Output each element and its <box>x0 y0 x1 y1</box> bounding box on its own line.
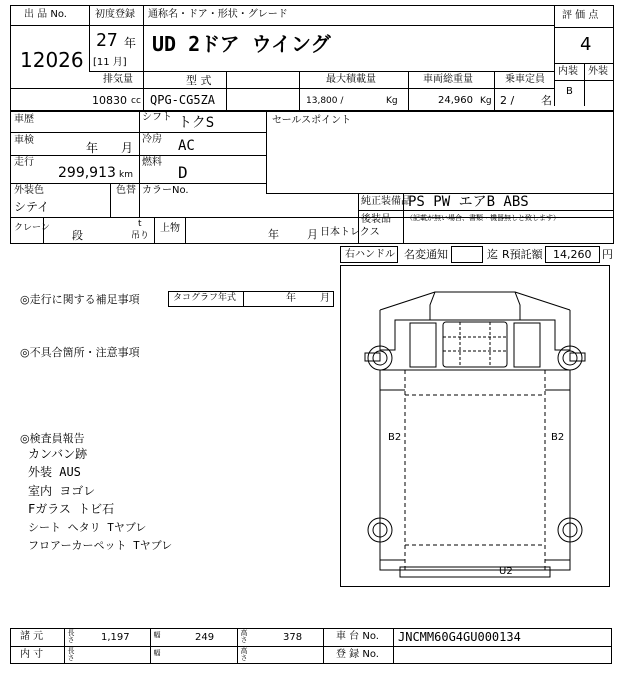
year-unit: 年 <box>124 36 137 50</box>
divider <box>494 71 495 111</box>
divider <box>10 183 266 184</box>
km-unit: km <box>119 170 133 180</box>
recycle-mark: 迄 <box>487 248 498 261</box>
divider <box>10 646 612 647</box>
right-hand-label: 右ハンドル <box>345 249 395 260</box>
tacho-label: タコグラフ年式 <box>173 293 237 303</box>
divider <box>150 628 151 664</box>
model-name: UD 2ドア ウイング <box>152 32 331 56</box>
body-maker: 日本トレクス <box>320 227 380 238</box>
inspection-month-unit: 月 <box>121 141 134 155</box>
reg-month: [11 月] <box>93 57 127 68</box>
driving-notes-heading: ◎走行に関する補足事項 <box>20 293 140 306</box>
divider <box>554 27 614 28</box>
kg-unit: Kg <box>386 96 398 106</box>
divider <box>10 132 266 133</box>
interior-label: 内装 <box>558 66 578 77</box>
divider <box>89 5 90 71</box>
kg-unit: Kg <box>480 96 492 106</box>
tacho-month-unit: 月 <box>320 293 330 304</box>
body-year-unit: 年 <box>268 228 279 241</box>
size-label: 内 寸 <box>20 649 44 660</box>
length-label: 長さ <box>67 647 75 662</box>
divider <box>139 111 140 217</box>
gross-weight-label: 車両総重量 <box>423 74 473 85</box>
rating-score: 4 <box>580 34 592 55</box>
height-value: 378 <box>283 632 303 643</box>
mileage-label: 走行 <box>14 157 34 168</box>
divider <box>584 63 585 106</box>
height-label: 高さ <box>240 629 248 644</box>
divider <box>408 71 409 111</box>
inspection-label: 車検 <box>14 135 34 146</box>
max-load-label: 最大積載量 <box>326 74 376 85</box>
color-change-label: 色替 <box>116 185 136 196</box>
divider <box>10 155 266 156</box>
recycle-label: R預託額 <box>502 248 543 261</box>
color-value: シテイ <box>14 200 50 214</box>
report-line: シート ヘタリ Tヤブレ <box>28 521 147 534</box>
model-header: 通称名・ドア・形状・グレード <box>148 9 288 20</box>
report-line: 外装 AUS <box>28 465 81 479</box>
divider <box>358 210 614 211</box>
displacement-value: 10830 <box>92 94 127 107</box>
mileage-value: 299,913 <box>58 165 116 181</box>
rating-label: 評 価 点 <box>562 10 599 21</box>
interior-grade: B <box>566 86 573 97</box>
ac-label: 冷房 <box>142 134 162 145</box>
divider <box>10 25 555 26</box>
divider <box>266 111 267 193</box>
recycle-amount: 14,260 <box>553 248 592 261</box>
capacity-value: 2 / <box>500 94 515 107</box>
inspector-report-heading: ◎検査員報告 <box>20 432 85 445</box>
color-code-label: カラーNo. <box>142 185 189 196</box>
divider <box>185 217 186 244</box>
divider <box>393 628 394 664</box>
crane-label: クレーン <box>14 223 50 233</box>
truck-diagram <box>340 265 610 587</box>
report-line: 室内 ヨゴレ <box>28 484 96 498</box>
divider <box>10 88 555 89</box>
divider <box>237 628 238 664</box>
displacement-label: 排気量 <box>103 74 133 85</box>
selling-points-label: セールスポイント <box>272 115 352 126</box>
reg-no-label: 登 録 No. <box>336 649 379 660</box>
right-side-mark: B2 <box>551 432 565 443</box>
name-change-label: 名変通知 <box>404 248 448 261</box>
report-line: カンバン跡 <box>28 447 88 461</box>
name-change-box <box>451 246 483 263</box>
aftermarket-note: （記載が無い場合、書類・機器無しと致します） <box>406 214 560 222</box>
report-line: フロアーカーペット Tヤブレ <box>28 539 173 552</box>
equipment-label: 純正装備品 <box>361 196 411 207</box>
rear-mark: U2 <box>499 566 513 577</box>
lot-number: 12026 <box>20 48 84 72</box>
divider <box>299 71 300 111</box>
max-load-value: 13,800 / <box>306 96 344 106</box>
lot-label: 出 品 No. <box>24 9 67 20</box>
divider <box>323 628 324 664</box>
body-month-unit: 月 <box>307 228 318 241</box>
shift-value: トクS <box>178 115 215 131</box>
divider <box>554 5 555 106</box>
divider <box>154 217 155 244</box>
fuel-label: 燃料 <box>142 157 162 168</box>
yen-unit: 円 <box>602 248 613 261</box>
width-label: 幅 <box>153 631 161 639</box>
crane-ton-unit: t <box>138 219 142 229</box>
exterior-label: 外装 <box>588 66 608 77</box>
crane-lift-unit: 吊り <box>131 231 150 241</box>
capacity-label: 乗車定員 <box>505 74 545 85</box>
defects-heading: ◎不具合箇所・注意事項 <box>20 346 140 359</box>
fuel-value: D <box>178 163 188 182</box>
model-code: QPG-CG5ZA <box>150 93 216 107</box>
left-side-mark: B2 <box>388 432 402 443</box>
width-label: 幅 <box>153 649 161 657</box>
divider <box>226 71 227 111</box>
chassis-number: JNCMM60G4GU000134 <box>398 630 521 644</box>
reg-year: 27 <box>96 30 118 51</box>
color-label: 外装色 <box>14 185 44 196</box>
reg-label: 初度登録 <box>95 9 135 20</box>
divider <box>89 71 554 72</box>
ac-value: AC <box>178 138 195 154</box>
divider <box>243 291 244 307</box>
person-unit: 名 <box>541 94 552 107</box>
shift-label: シフト <box>142 112 172 123</box>
history-label: 車歴 <box>14 114 34 125</box>
equipment-value: PS PW エアB ABS <box>408 194 529 210</box>
length-label: 長さ <box>67 629 75 644</box>
report-line: Fガラス トビ石 <box>28 502 115 516</box>
height-label: 高さ <box>240 647 248 662</box>
type-label: 型 式 <box>186 74 212 87</box>
body-label: 上物 <box>160 223 180 234</box>
inspection-year-unit: 年 <box>86 141 99 155</box>
divider <box>110 183 111 217</box>
aftermarket-label: 後装品 <box>361 214 391 225</box>
width-value: 249 <box>195 632 215 643</box>
tacho-year-unit: 年 <box>286 293 296 304</box>
chassis-label: 車 台 No. <box>336 631 379 642</box>
length-value: 1,197 <box>101 632 130 643</box>
dims-label: 諸 元 <box>20 631 44 642</box>
divider <box>64 628 65 664</box>
crane-stage-unit: 段 <box>72 229 83 242</box>
divider <box>143 5 144 111</box>
cc-unit: cc <box>131 96 141 106</box>
gross-weight-value: 24,960 <box>438 95 473 106</box>
